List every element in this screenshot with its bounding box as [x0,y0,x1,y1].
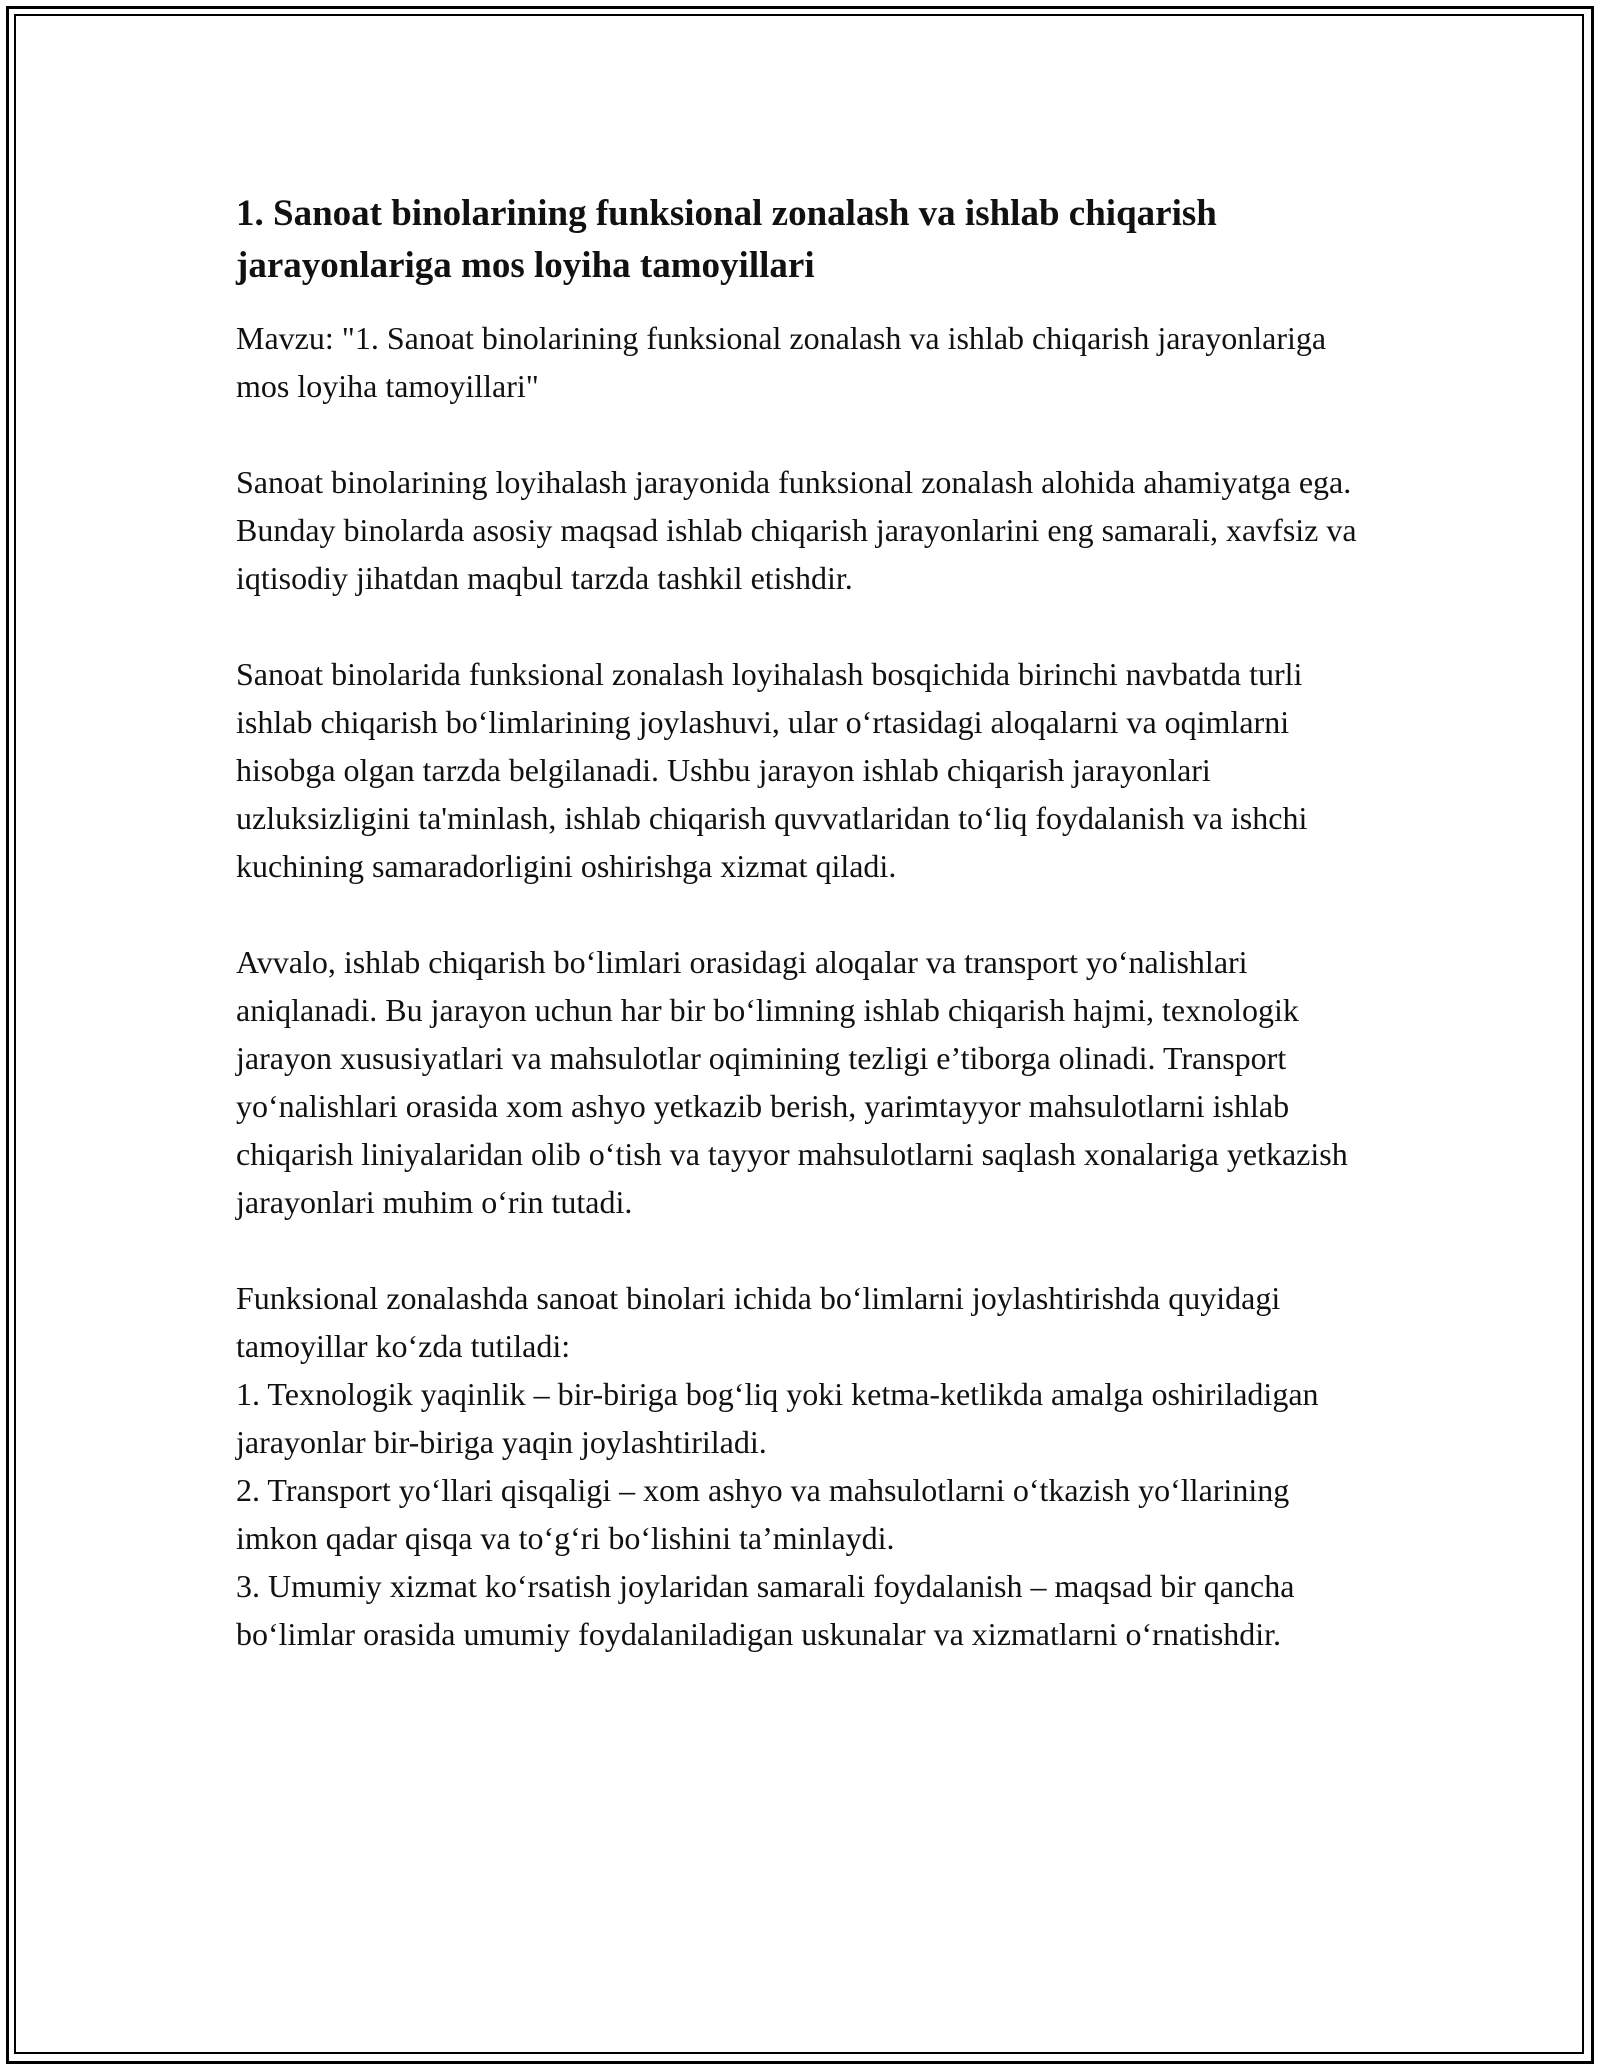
principle-item: 2. Transport yo‘llari qisqaligi – xom ashyo va mahsulotlarni o‘tkazish yo‘llarining imkon qadar qisqa va to‘g‘ri bo‘lishini ta’minlaydi. [236,1472,1290,1556]
paragraph-principles-intro: Funksional zonalashda sanoat binolari ichida bo‘limlarni joylashtirishda quyidagi tamoyillar ko‘zda tutiladi: [236,1280,1281,1364]
document-title: 1. Sanoat binolarining funksional zonalash va ishlab chiqarish jarayonlariga mos loyiha tamoyillari [236,193,1217,286]
document-body [236,188,1366,1658]
paragraph-zoning: Sanoat binolarida funksional zonalash loyihalash bosqichida birinchi navbatda turli ishlab chiqarish bo‘limlarining joylashuvi, ular o‘rtasidagi aloqalarni va oqimlarni hisobga olgan tarzda belgilanadi. Ushbu jarayon ishlab chiqarish jarayonlari uzluksizligini ta'minlash, ishlab chiqarish quvvatlaridan to‘liq foydalanish va ishchi kuchining samaradorligini oshirishga xizmat qiladi. [236,656,1308,884]
topic-line: Mavzu: "1. Sanoat binolarining funksional zonalash va ishlab chiqarish jarayonlariga mos loyiha tamoyillari" [236,320,1327,404]
paragraph-intro: Sanoat binolarining loyihalash jarayonida funksional zonalash alohida ahamiyatga ega. Bunday binolarda asosiy maqsad ishlab chiqarish jarayonlarini eng samarali, xavfsiz va iqtisodiy jihatdan maqbul tarzda tashkil etishdir. [236,464,1357,596]
principle-item: 1. Texnologik yaqinlik – bir-biriga bog‘liq yoki ketma-ketlikda amalga oshiriladigan jarayonlar bir-biriga yaqin joylashtiriladi. [236,1376,1319,1460]
paragraph-transport: Avvalo, ishlab chiqarish bo‘limlari orasidagi aloqalar va transport yo‘nalishlari aniqlanadi. Bu jarayon uchun har bir bo‘limning ishlab chiqarish hajmi, texnologik jarayon xususiyatlari va mahsulotlar oqimining tezligi e’tiborga olinadi. Transport yo‘nalishlari orasida xom ashyo yetkazib berish, yarimtayyor mahsulotlarni ishlab chiqarish liniyalaridan olib o‘tish va tayyor mahsulotlarni saqlash xonalariga yetkazish jarayonlari muhim o‘rin tutadi. [236,944,1348,1220]
principle-item: 3. Umumiy xizmat ko‘rsatish joylaridan samarali foydalanish – maqsad bir qancha bo‘limlar orasida umumiy foydalaniladigan uskunalar va xizmatlarni o‘rnatishdir. [236,1568,1295,1652]
